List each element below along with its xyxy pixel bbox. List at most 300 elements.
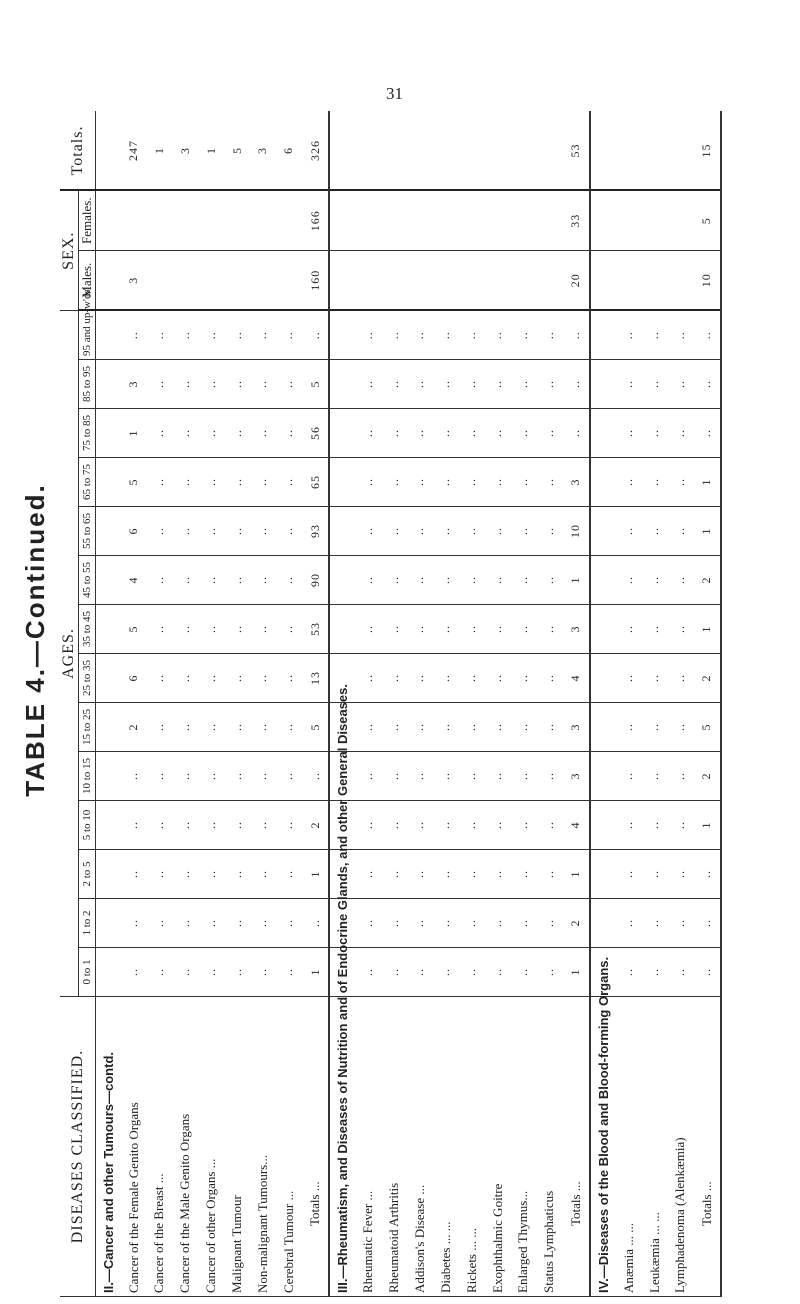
females-value xyxy=(536,190,562,250)
age-value: .. xyxy=(668,409,694,458)
age-total-value: 1 xyxy=(693,507,721,556)
age-value: .. xyxy=(381,360,407,409)
age-value: .. xyxy=(276,703,302,752)
age-value: .. xyxy=(172,310,198,359)
age-total-value: .. xyxy=(693,409,721,458)
age-value: .. xyxy=(198,850,224,899)
age-value: .. xyxy=(668,654,694,703)
age-value: .. xyxy=(642,703,668,752)
age-value: .. xyxy=(381,458,407,507)
age-value: .. xyxy=(146,310,172,359)
age-value: .. xyxy=(407,948,433,997)
age-value: .. xyxy=(224,556,250,605)
age-value: .. xyxy=(485,605,511,654)
age-value: .. xyxy=(407,507,433,556)
age-value: .. xyxy=(276,556,302,605)
age-value: .. xyxy=(511,360,537,409)
age-value: .. xyxy=(146,801,172,850)
females-value xyxy=(433,190,459,250)
age-value: .. xyxy=(536,310,562,359)
section-title: II.—Cancer and other Tumours—contd. xyxy=(96,997,121,1297)
disease-name: Leukæmia ... ... xyxy=(642,997,668,1297)
age-total-value: 4 xyxy=(562,654,590,703)
disease-name: Enlarged Thymus... xyxy=(511,997,537,1297)
empty-cell xyxy=(329,190,355,250)
males-value xyxy=(668,250,694,310)
age-value: .. xyxy=(642,458,668,507)
age-value: 5 xyxy=(121,605,147,654)
age-total-value: 65 xyxy=(302,458,330,507)
empty-cell xyxy=(329,409,355,458)
age-value: .. xyxy=(355,703,381,752)
age-value: .. xyxy=(536,360,562,409)
age-value: .. xyxy=(485,703,511,752)
age-value: .. xyxy=(250,360,276,409)
age-value: 2 xyxy=(121,703,147,752)
age-value: .. xyxy=(198,752,224,801)
age-value: .. xyxy=(459,360,485,409)
disease-name: Rheumatic Fever ... xyxy=(355,997,381,1297)
age-value: .. xyxy=(250,409,276,458)
males-value xyxy=(355,250,381,310)
age-value: .. xyxy=(276,310,302,359)
age-value: .. xyxy=(224,605,250,654)
grand-total: 15 xyxy=(693,111,721,190)
section-header-row xyxy=(590,111,616,1296)
section-title: III.—Rheumatism, and Diseases of Nutrition and of Endocrine Glands, and other General Diseases. xyxy=(329,997,355,1297)
table-row xyxy=(198,111,224,1296)
header-age-col: 15 to 25 xyxy=(79,703,96,752)
age-value: .. xyxy=(407,752,433,801)
header-age-col: 95 and up-w'ds xyxy=(79,310,96,359)
age-value: .. xyxy=(433,458,459,507)
age-value: .. xyxy=(172,409,198,458)
total-value: 5 xyxy=(224,111,250,190)
age-value: .. xyxy=(198,360,224,409)
age-value: .. xyxy=(536,654,562,703)
mortality-table xyxy=(60,111,722,1297)
age-value: .. xyxy=(511,948,537,997)
age-value: .. xyxy=(172,948,198,997)
total-value xyxy=(407,111,433,190)
age-value: .. xyxy=(224,360,250,409)
disease-name: Addison's Disease ... xyxy=(407,997,433,1297)
table-row xyxy=(355,111,381,1296)
females-total: 5 xyxy=(693,190,721,250)
age-value: .. xyxy=(511,654,537,703)
age-value: .. xyxy=(146,605,172,654)
age-value: .. xyxy=(276,654,302,703)
age-value: .. xyxy=(146,703,172,752)
age-value: .. xyxy=(668,899,694,948)
age-value: .. xyxy=(536,801,562,850)
empty-cell xyxy=(590,111,616,190)
age-value: .. xyxy=(355,409,381,458)
age-value: .. xyxy=(276,850,302,899)
age-total-value: 10 xyxy=(562,507,590,556)
age-value: .. xyxy=(536,703,562,752)
age-total-value: .. xyxy=(693,310,721,359)
age-value: .. xyxy=(276,507,302,556)
females-total: 166 xyxy=(302,190,330,250)
header-totals: Totals. xyxy=(60,111,96,190)
age-value: .. xyxy=(459,310,485,359)
age-value: .. xyxy=(121,310,147,359)
table-row xyxy=(616,111,642,1296)
header-age-col: 25 to 35 xyxy=(79,654,96,703)
males-value xyxy=(381,250,407,310)
age-value: 5 xyxy=(121,458,147,507)
age-value: .. xyxy=(381,703,407,752)
table-row xyxy=(536,111,562,1296)
total-value xyxy=(616,111,642,190)
age-value: .. xyxy=(668,948,694,997)
age-value: .. xyxy=(459,703,485,752)
table-row xyxy=(250,111,276,1296)
age-value: .. xyxy=(355,752,381,801)
age-value: .. xyxy=(433,899,459,948)
total-value xyxy=(642,111,668,190)
age-value: .. xyxy=(616,507,642,556)
age-total-value: 3 xyxy=(562,458,590,507)
age-value: .. xyxy=(224,654,250,703)
age-value: .. xyxy=(616,458,642,507)
males-value xyxy=(536,250,562,310)
table-title: TABLE 4.—Continued. xyxy=(20,483,50,797)
age-value: .. xyxy=(381,605,407,654)
age-value: .. xyxy=(381,556,407,605)
age-total-value: .. xyxy=(562,409,590,458)
table-row xyxy=(511,111,537,1296)
grand-total: 53 xyxy=(562,111,590,190)
age-value: .. xyxy=(250,605,276,654)
disease-name: Exophthalmic Goitre xyxy=(485,997,511,1297)
rotated-table-container xyxy=(60,112,722,1297)
age-value: .. xyxy=(616,605,642,654)
age-value: .. xyxy=(616,801,642,850)
age-value: .. xyxy=(198,556,224,605)
age-value: .. xyxy=(485,458,511,507)
total-value xyxy=(355,111,381,190)
age-value: .. xyxy=(616,850,642,899)
age-value: .. xyxy=(224,801,250,850)
age-value: .. xyxy=(616,948,642,997)
age-total-value: 3 xyxy=(562,703,590,752)
age-total-value: .. xyxy=(562,360,590,409)
total-value: 1 xyxy=(198,111,224,190)
table-row xyxy=(642,111,668,1296)
males-value xyxy=(433,250,459,310)
age-value: .. xyxy=(459,556,485,605)
age-total-value: 2 xyxy=(302,801,330,850)
females-value xyxy=(642,190,668,250)
age-value: .. xyxy=(407,360,433,409)
age-value: .. xyxy=(459,507,485,556)
total-value xyxy=(536,111,562,190)
total-value: 6 xyxy=(276,111,302,190)
females-value xyxy=(355,190,381,250)
age-value: .. xyxy=(121,752,147,801)
age-value: .. xyxy=(355,801,381,850)
females-value xyxy=(381,190,407,250)
age-value: .. xyxy=(642,850,668,899)
disease-name: Cancer of the Female Genito Organs xyxy=(121,997,147,1297)
age-value: .. xyxy=(511,409,537,458)
age-value: .. xyxy=(668,507,694,556)
age-value: .. xyxy=(407,458,433,507)
females-value xyxy=(668,190,694,250)
page-number: 31 xyxy=(386,84,403,103)
age-value: .. xyxy=(121,850,147,899)
header-age-col: 10 to 15 xyxy=(79,752,96,801)
empty-cell xyxy=(96,605,121,654)
age-value: .. xyxy=(459,850,485,899)
age-total-value: 90 xyxy=(302,556,330,605)
males-value: 3 xyxy=(121,250,147,310)
age-value: .. xyxy=(121,899,147,948)
empty-cell xyxy=(590,899,616,948)
age-value: .. xyxy=(224,409,250,458)
disease-name: Diabetes ... ... xyxy=(433,997,459,1297)
age-value: 6 xyxy=(121,654,147,703)
age-value: .. xyxy=(224,899,250,948)
total-value: 3 xyxy=(250,111,276,190)
age-value: .. xyxy=(250,703,276,752)
males-value xyxy=(459,250,485,310)
table-row xyxy=(433,111,459,1296)
age-value: .. xyxy=(536,507,562,556)
total-value xyxy=(433,111,459,190)
age-value: .. xyxy=(224,850,250,899)
empty-cell xyxy=(329,360,355,409)
age-value: .. xyxy=(172,556,198,605)
empty-cell xyxy=(96,899,121,948)
total-value xyxy=(511,111,537,190)
males-value xyxy=(198,250,224,310)
age-value: .. xyxy=(381,850,407,899)
age-value: .. xyxy=(536,458,562,507)
age-value: .. xyxy=(433,801,459,850)
females-value xyxy=(616,190,642,250)
age-value: .. xyxy=(198,458,224,507)
age-total-value: 2 xyxy=(562,899,590,948)
age-value: 3 xyxy=(121,360,147,409)
age-total-value: 5 xyxy=(302,703,330,752)
age-value: .. xyxy=(616,556,642,605)
age-value: .. xyxy=(224,948,250,997)
age-value: .. xyxy=(172,654,198,703)
age-value: .. xyxy=(511,752,537,801)
age-value: .. xyxy=(668,605,694,654)
empty-cell xyxy=(590,703,616,752)
age-value: .. xyxy=(276,752,302,801)
total-value xyxy=(485,111,511,190)
age-value: .. xyxy=(668,310,694,359)
age-value: .. xyxy=(224,507,250,556)
age-value: .. xyxy=(198,703,224,752)
males-value xyxy=(485,250,511,310)
females-value xyxy=(121,190,147,250)
age-value: .. xyxy=(433,360,459,409)
disease-name: Malignant Tumour xyxy=(224,997,250,1297)
age-value: .. xyxy=(250,801,276,850)
age-value: .. xyxy=(407,556,433,605)
empty-cell xyxy=(96,801,121,850)
age-total-value: 1 xyxy=(562,556,590,605)
age-value: .. xyxy=(146,752,172,801)
age-value: .. xyxy=(381,409,407,458)
disease-name: Non-malignant Tumours... xyxy=(250,997,276,1297)
section-header-row xyxy=(96,111,121,1296)
section-header-row xyxy=(329,111,355,1296)
age-value: .. xyxy=(511,703,537,752)
table-row xyxy=(224,111,250,1296)
age-value: .. xyxy=(250,850,276,899)
age-value: .. xyxy=(198,654,224,703)
header-age-col: 55 to 65 xyxy=(79,507,96,556)
header-age-col: 65 to 75 xyxy=(79,458,96,507)
empty-cell xyxy=(590,310,616,359)
empty-cell xyxy=(590,556,616,605)
header-females: Females. xyxy=(79,190,96,250)
empty-cell xyxy=(590,801,616,850)
empty-cell xyxy=(96,556,121,605)
age-value: .. xyxy=(381,801,407,850)
age-value: .. xyxy=(198,948,224,997)
empty-cell xyxy=(590,654,616,703)
age-value: .. xyxy=(276,605,302,654)
age-total-value: .. xyxy=(693,948,721,997)
age-value: .. xyxy=(459,458,485,507)
empty-cell xyxy=(329,605,355,654)
empty-cell xyxy=(96,850,121,899)
age-value: .. xyxy=(172,605,198,654)
age-total-value: 2 xyxy=(693,556,721,605)
empty-cell xyxy=(590,190,616,250)
total-value: 1 xyxy=(146,111,172,190)
age-value: .. xyxy=(536,850,562,899)
disease-name: Cancer of the Male Genito Organs xyxy=(172,997,198,1297)
empty-cell xyxy=(96,752,121,801)
age-value: .. xyxy=(276,899,302,948)
age-value: .. xyxy=(485,310,511,359)
males-value xyxy=(407,250,433,310)
age-value: .. xyxy=(536,556,562,605)
empty-cell xyxy=(590,250,616,310)
age-value: .. xyxy=(121,948,147,997)
age-value: .. xyxy=(121,801,147,850)
age-value: .. xyxy=(433,948,459,997)
age-total-value: 53 xyxy=(302,605,330,654)
age-value: .. xyxy=(250,458,276,507)
age-value: .. xyxy=(381,310,407,359)
age-value: .. xyxy=(172,801,198,850)
age-value: .. xyxy=(616,703,642,752)
age-value: .. xyxy=(616,360,642,409)
age-value: .. xyxy=(250,507,276,556)
age-value: .. xyxy=(355,899,381,948)
age-value: .. xyxy=(381,654,407,703)
disease-name: Cerebral Tumour ... xyxy=(276,997,302,1297)
age-value: .. xyxy=(276,360,302,409)
age-value: .. xyxy=(198,310,224,359)
age-value: .. xyxy=(536,409,562,458)
age-value: .. xyxy=(616,752,642,801)
age-value: .. xyxy=(276,801,302,850)
age-total-value: 4 xyxy=(562,801,590,850)
disease-name: Anæmia ... ... xyxy=(616,997,642,1297)
age-value: .. xyxy=(642,801,668,850)
disease-name: Rheumatoid Arthritis xyxy=(381,997,407,1297)
age-value: .. xyxy=(536,605,562,654)
age-value: .. xyxy=(407,850,433,899)
females-value xyxy=(198,190,224,250)
age-value: 1 xyxy=(121,409,147,458)
age-value: .. xyxy=(536,948,562,997)
age-value: .. xyxy=(485,801,511,850)
age-value: .. xyxy=(511,310,537,359)
age-value: .. xyxy=(642,605,668,654)
males-value xyxy=(146,250,172,310)
header-age-col: 0 to 1 xyxy=(79,948,96,997)
age-value: .. xyxy=(616,409,642,458)
males-value xyxy=(276,250,302,310)
age-value: .. xyxy=(536,752,562,801)
age-total-value: .. xyxy=(693,850,721,899)
age-total-value: 2 xyxy=(693,752,721,801)
females-value xyxy=(511,190,537,250)
age-value: .. xyxy=(172,752,198,801)
age-value: .. xyxy=(355,360,381,409)
age-value: .. xyxy=(668,360,694,409)
age-value: .. xyxy=(616,310,642,359)
age-value: .. xyxy=(485,948,511,997)
age-value: .. xyxy=(459,948,485,997)
age-value: .. xyxy=(198,801,224,850)
age-value: .. xyxy=(485,507,511,556)
age-total-value: 3 xyxy=(562,752,590,801)
age-value: .. xyxy=(642,899,668,948)
header-diseases: DISEASES CLASSIFIED. xyxy=(60,997,96,1297)
empty-cell xyxy=(329,250,355,310)
females-value xyxy=(276,190,302,250)
age-value: .. xyxy=(146,360,172,409)
age-total-value: 93 xyxy=(302,507,330,556)
age-value: .. xyxy=(146,507,172,556)
age-total-value: 1 xyxy=(693,801,721,850)
age-value: .. xyxy=(146,948,172,997)
age-value: .. xyxy=(355,850,381,899)
table-row xyxy=(407,111,433,1296)
empty-cell xyxy=(96,111,121,190)
totals-label: Totals ... xyxy=(562,997,590,1297)
empty-cell xyxy=(329,507,355,556)
age-value: .. xyxy=(433,605,459,654)
totals-row xyxy=(302,111,330,1296)
age-value: .. xyxy=(224,310,250,359)
table-row xyxy=(668,111,694,1296)
total-value xyxy=(459,111,485,190)
empty-cell xyxy=(329,111,355,190)
age-value: .. xyxy=(276,458,302,507)
females-value xyxy=(485,190,511,250)
total-value xyxy=(381,111,407,190)
age-value: .. xyxy=(381,752,407,801)
empty-cell xyxy=(96,654,121,703)
age-value: .. xyxy=(172,899,198,948)
totals-label: Totals ... xyxy=(693,997,721,1297)
age-value: .. xyxy=(642,654,668,703)
